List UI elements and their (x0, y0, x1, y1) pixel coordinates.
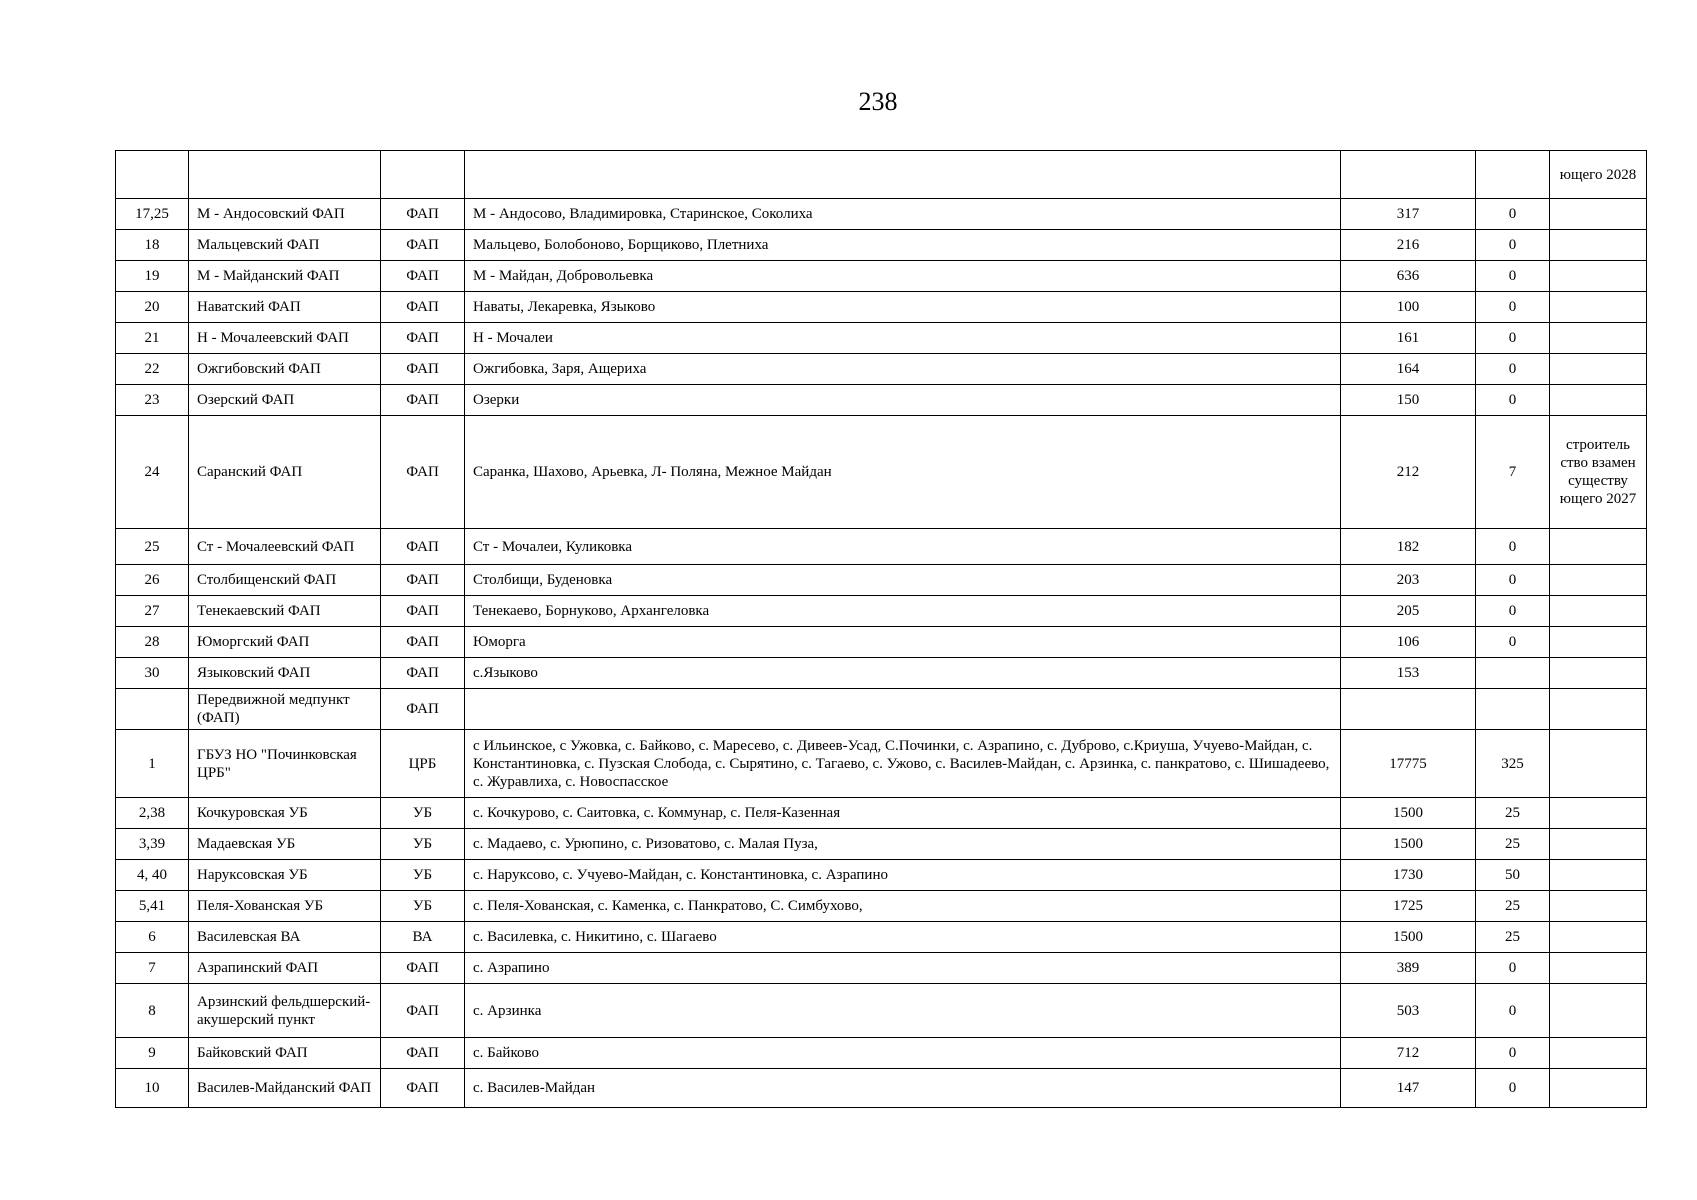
population-count-cell: 389 (1341, 953, 1476, 984)
table-row (116, 565, 1647, 596)
served-villages-cell: с. Василевка, с. Никитино, с. Шагаево (465, 922, 1341, 953)
row-number-cell (116, 689, 189, 730)
table-row (116, 627, 1647, 658)
facilities-table (115, 150, 1647, 1108)
row-number-cell: 4, 40 (116, 860, 189, 891)
population-count-cell: 636 (1341, 261, 1476, 292)
served-villages-cell: с. Кочкурово, с. Саитовка, с. Коммунар, с. Пеля-Казенная (465, 798, 1341, 829)
facility-type-cell: УБ (381, 891, 465, 922)
facility-type-cell: ФАП (381, 230, 465, 261)
row-number-cell: 24 (116, 416, 189, 529)
beds-count-cell: 0 (1476, 385, 1550, 416)
facility-name-cell: Наруксовская УБ (189, 860, 381, 891)
note-cell (1550, 292, 1647, 323)
note-cell (1550, 323, 1647, 354)
facility-type-cell: ФАП (381, 529, 465, 565)
population-count-cell: 205 (1341, 596, 1476, 627)
population-count-cell: 106 (1341, 627, 1476, 658)
beds-count-cell (1476, 689, 1550, 730)
facility-type-cell: УБ (381, 798, 465, 829)
table-row (116, 730, 1647, 798)
facility-name-cell: Юморгский ФАП (189, 627, 381, 658)
facility-type-cell: ФАП (381, 627, 465, 658)
served-villages-cell: Тенекаево, Борнуково, Архангеловка (465, 596, 1341, 627)
row-number-cell: 7 (116, 953, 189, 984)
population-count-cell: 712 (1341, 1038, 1476, 1069)
table-row (116, 658, 1647, 689)
table-row (116, 891, 1647, 922)
facility-type-cell: ФАП (381, 385, 465, 416)
table-row (116, 984, 1647, 1038)
beds-count-cell: 0 (1476, 1069, 1550, 1108)
note-cell (1550, 565, 1647, 596)
served-villages-cell: с. Василев-Майдан (465, 1069, 1341, 1108)
row-number-cell: 8 (116, 984, 189, 1038)
facility-name-cell: Наватский ФАП (189, 292, 381, 323)
note-cell (1550, 627, 1647, 658)
population-count-cell: 150 (1341, 385, 1476, 416)
note-cell (1550, 529, 1647, 565)
row-number-cell: 1 (116, 730, 189, 798)
table-row (116, 922, 1647, 953)
row-number-cell: 27 (116, 596, 189, 627)
served-villages-cell: Саранка, Шахово, Арьевка, Л- Поляна, Межное Майдан (465, 416, 1341, 529)
beds-count-cell: 25 (1476, 922, 1550, 953)
note-cell (1550, 596, 1647, 627)
population-count-cell: 17775 (1341, 730, 1476, 798)
served-villages-cell: с. Арзинка (465, 984, 1341, 1038)
table-row (116, 416, 1647, 529)
table-row (116, 529, 1647, 565)
population-count-cell: 1730 (1341, 860, 1476, 891)
served-villages-cell: с. Пеля-Хованская, с. Каменка, с. Панкратово, С. Симбухово, (465, 891, 1341, 922)
facility-type-cell: ФАП (381, 953, 465, 984)
note-cell: строитель ство взамен существу ющего 2027 (1550, 416, 1647, 529)
population-count-cell (1341, 151, 1476, 199)
population-count-cell: 164 (1341, 354, 1476, 385)
row-number-cell: 10 (116, 1069, 189, 1108)
table-body (116, 151, 1647, 1108)
facility-name-cell: ГБУЗ НО "Починковская ЦРБ" (189, 730, 381, 798)
facility-name-cell: Василевская ВА (189, 922, 381, 953)
note-cell (1550, 891, 1647, 922)
note-cell: ющего 2028 (1550, 151, 1647, 199)
served-villages-cell: М - Майдан, Добровольевка (465, 261, 1341, 292)
table-row (116, 151, 1647, 199)
facility-type-cell: ФАП (381, 261, 465, 292)
facility-name-cell: Языковский ФАП (189, 658, 381, 689)
beds-count-cell (1476, 658, 1550, 689)
beds-count-cell: 25 (1476, 829, 1550, 860)
served-villages-cell: с Ильинское, с Ужовка, с. Байково, с. Маресево, с. Дивеев-Усад, С.Починки, с. Азрапино, с. Дуброво, с.Криуша, Учуево-Майдан, с. Константиновка, с. Пузская Слобода, с. Сырятино, с. Тагаево, с. Ужово, с. Василев-Майдан, с. Арзинка, с. панкратово, с. Шишадеево, с. Журавлиха, с. Новоспасское (465, 730, 1341, 798)
facility-name-cell: Мальцевский ФАП (189, 230, 381, 261)
row-number-cell: 25 (116, 529, 189, 565)
facility-name-cell: Василев-Майданский ФАП (189, 1069, 381, 1108)
row-number-cell: 19 (116, 261, 189, 292)
note-cell (1550, 730, 1647, 798)
facility-type-cell: ФАП (381, 658, 465, 689)
beds-count-cell: 25 (1476, 798, 1550, 829)
note-cell (1550, 385, 1647, 416)
facility-name-cell: Саранский ФАП (189, 416, 381, 529)
row-number-cell: 26 (116, 565, 189, 596)
beds-count-cell: 0 (1476, 529, 1550, 565)
population-count-cell: 1500 (1341, 829, 1476, 860)
row-number-cell (116, 151, 189, 199)
table-row (116, 1038, 1647, 1069)
facility-name-cell (189, 151, 381, 199)
note-cell (1550, 689, 1647, 730)
row-number-cell: 5,41 (116, 891, 189, 922)
note-cell (1550, 922, 1647, 953)
facility-name-cell: Столбищенский ФАП (189, 565, 381, 596)
row-number-cell: 17,25 (116, 199, 189, 230)
served-villages-cell (465, 689, 1341, 730)
facility-name-cell: Пеля-Хованская УБ (189, 891, 381, 922)
population-count-cell: 203 (1341, 565, 1476, 596)
row-number-cell: 18 (116, 230, 189, 261)
served-villages-cell: Н - Мочалеи (465, 323, 1341, 354)
facility-type-cell: ФАП (381, 984, 465, 1038)
table-row (116, 230, 1647, 261)
facility-name-cell: М - Андосовский ФАП (189, 199, 381, 230)
population-count-cell: 212 (1341, 416, 1476, 529)
beds-count-cell: 0 (1476, 292, 1550, 323)
served-villages-cell (465, 151, 1341, 199)
facility-name-cell: Кочкуровская УБ (189, 798, 381, 829)
beds-count-cell: 0 (1476, 199, 1550, 230)
beds-count-cell: 0 (1476, 261, 1550, 292)
facility-name-cell: Мадаевская УБ (189, 829, 381, 860)
table-row (116, 354, 1647, 385)
table-row (116, 292, 1647, 323)
note-cell (1550, 953, 1647, 984)
row-number-cell: 23 (116, 385, 189, 416)
row-number-cell: 21 (116, 323, 189, 354)
population-count-cell: 182 (1341, 529, 1476, 565)
population-count-cell: 153 (1341, 658, 1476, 689)
facility-name-cell: Озерский ФАП (189, 385, 381, 416)
note-cell (1550, 658, 1647, 689)
row-number-cell: 2,38 (116, 798, 189, 829)
population-count-cell: 100 (1341, 292, 1476, 323)
population-count-cell (1341, 689, 1476, 730)
facility-type-cell: ФАП (381, 596, 465, 627)
served-villages-cell: с. Мадаево, с. Урюпино, с. Ризоватово, с. Малая Пуза, (465, 829, 1341, 860)
beds-count-cell: 0 (1476, 230, 1550, 261)
facility-name-cell: Передвижной медпункт (ФАП) (189, 689, 381, 730)
note-cell (1550, 354, 1647, 385)
beds-count-cell: 0 (1476, 596, 1550, 627)
population-count-cell: 317 (1341, 199, 1476, 230)
note-cell (1550, 1069, 1647, 1108)
facility-type-cell: ЦРБ (381, 730, 465, 798)
table-row (116, 596, 1647, 627)
served-villages-cell: с. Азрапино (465, 953, 1341, 984)
row-number-cell: 20 (116, 292, 189, 323)
table-row (116, 1069, 1647, 1108)
facility-type-cell: УБ (381, 829, 465, 860)
beds-count-cell (1476, 151, 1550, 199)
facility-type-cell (381, 151, 465, 199)
note-cell (1550, 199, 1647, 230)
served-villages-cell: Ожгибовка, Заря, Ащериха (465, 354, 1341, 385)
population-count-cell: 216 (1341, 230, 1476, 261)
row-number-cell: 30 (116, 658, 189, 689)
served-villages-cell: Мальцево, Болобоново, Борщиково, Плетниха (465, 230, 1341, 261)
facility-name-cell: Арзинский фельдшерский-акушерский пункт (189, 984, 381, 1038)
population-count-cell: 161 (1341, 323, 1476, 354)
beds-count-cell: 50 (1476, 860, 1550, 891)
facility-name-cell: Н - Мочалеевский ФАП (189, 323, 381, 354)
beds-count-cell: 0 (1476, 354, 1550, 385)
note-cell (1550, 1038, 1647, 1069)
served-villages-cell: М - Андосово, Владимировка, Старинское, Соколиха (465, 199, 1341, 230)
table-row (116, 689, 1647, 730)
population-count-cell: 1500 (1341, 798, 1476, 829)
table-row (116, 953, 1647, 984)
facility-type-cell: ФАП (381, 199, 465, 230)
beds-count-cell: 0 (1476, 627, 1550, 658)
facility-type-cell: ФАП (381, 689, 465, 730)
note-cell (1550, 860, 1647, 891)
facility-name-cell: Ожгибовский ФАП (189, 354, 381, 385)
served-villages-cell: с. Байково (465, 1038, 1341, 1069)
served-villages-cell: Юморга (465, 627, 1341, 658)
row-number-cell: 6 (116, 922, 189, 953)
beds-count-cell: 325 (1476, 730, 1550, 798)
table-row (116, 199, 1647, 230)
beds-count-cell: 25 (1476, 891, 1550, 922)
served-villages-cell: с.Языково (465, 658, 1341, 689)
table-row (116, 323, 1647, 354)
facility-type-cell: ФАП (381, 354, 465, 385)
beds-count-cell: 0 (1476, 565, 1550, 596)
facility-name-cell: Тенекаевский ФАП (189, 596, 381, 627)
facility-type-cell: УБ (381, 860, 465, 891)
table-row (116, 860, 1647, 891)
facility-type-cell: ФАП (381, 1069, 465, 1108)
row-number-cell: 9 (116, 1038, 189, 1069)
table-row (116, 261, 1647, 292)
population-count-cell: 1500 (1341, 922, 1476, 953)
row-number-cell: 22 (116, 354, 189, 385)
row-number-cell: 28 (116, 627, 189, 658)
row-number-cell: 3,39 (116, 829, 189, 860)
facility-type-cell: ВА (381, 922, 465, 953)
served-villages-cell: Наваты, Лекаревка, Языково (465, 292, 1341, 323)
facility-type-cell: ФАП (381, 1038, 465, 1069)
facility-type-cell: ФАП (381, 323, 465, 354)
population-count-cell: 503 (1341, 984, 1476, 1038)
page-number: 238 (858, 87, 898, 116)
population-count-cell: 1725 (1341, 891, 1476, 922)
table-row (116, 829, 1647, 860)
beds-count-cell: 0 (1476, 1038, 1550, 1069)
note-cell (1550, 261, 1647, 292)
note-cell (1550, 829, 1647, 860)
table-row (116, 385, 1647, 416)
facility-type-cell: ФАП (381, 565, 465, 596)
beds-count-cell: 0 (1476, 323, 1550, 354)
facility-name-cell: Ст - Мочалеевский ФАП (189, 529, 381, 565)
beds-count-cell: 0 (1476, 984, 1550, 1038)
note-cell (1550, 798, 1647, 829)
population-count-cell: 147 (1341, 1069, 1476, 1108)
note-cell (1550, 230, 1647, 261)
beds-count-cell: 0 (1476, 953, 1550, 984)
facility-type-cell: ФАП (381, 292, 465, 323)
table-row (116, 798, 1647, 829)
facility-name-cell: М - Майданский ФАП (189, 261, 381, 292)
beds-count-cell: 7 (1476, 416, 1550, 529)
facility-name-cell: Байковский ФАП (189, 1038, 381, 1069)
served-villages-cell: с. Наруксово, с. Учуево-Майдан, с. Константиновка, с. Азрапино (465, 860, 1341, 891)
note-cell (1550, 984, 1647, 1038)
served-villages-cell: Озерки (465, 385, 1341, 416)
facility-name-cell: Азрапинский ФАП (189, 953, 381, 984)
served-villages-cell: Ст - Мочалеи, Куликовка (465, 529, 1341, 565)
served-villages-cell: Столбищи, Буденовка (465, 565, 1341, 596)
facility-type-cell: ФАП (381, 416, 465, 529)
